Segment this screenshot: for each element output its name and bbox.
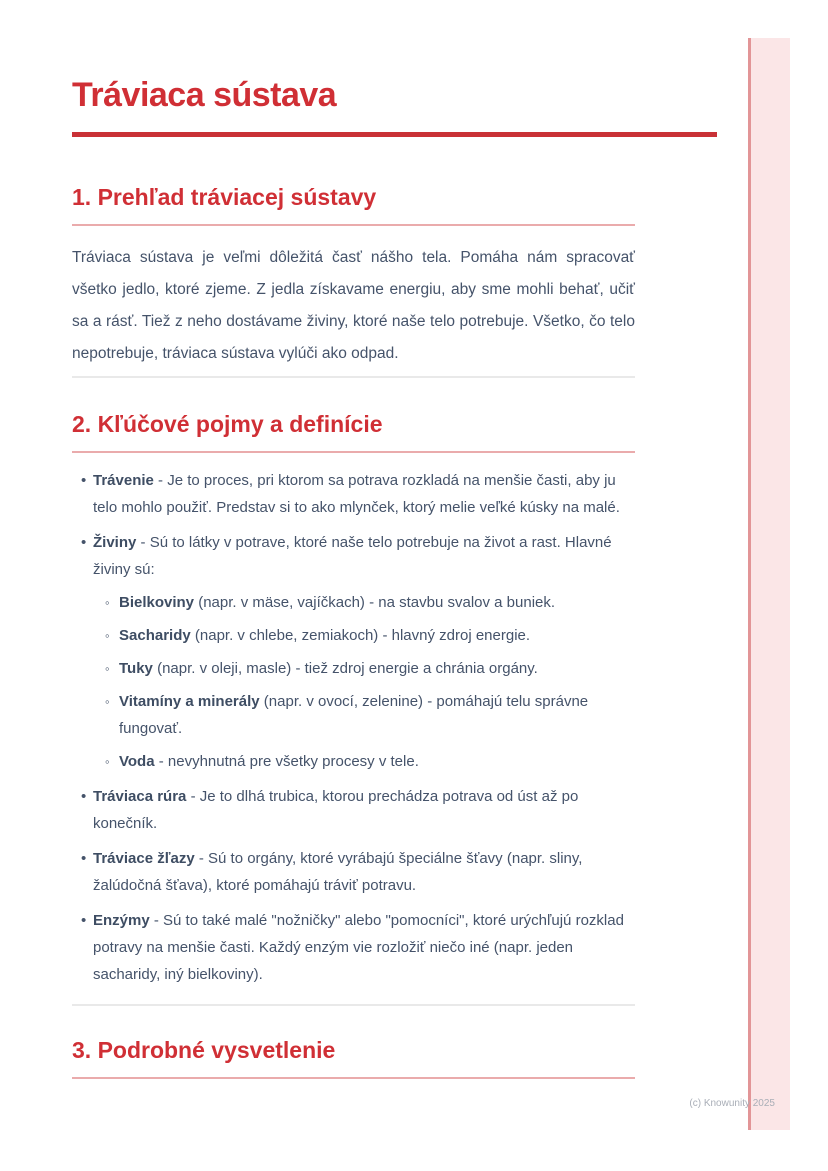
definition-text: - nevyhnutná pre všetky procesy v tele. bbox=[154, 753, 419, 771]
term-text: Enzýmy bbox=[93, 912, 150, 930]
term-item-travenie bbox=[93, 467, 635, 521]
section-3-heading: 3. Podrobné vysvetlenie bbox=[72, 1036, 635, 1079]
term-text: Bielkoviny bbox=[119, 594, 195, 612]
term-text: Tráviace žľazy bbox=[93, 850, 195, 868]
definition-text: - Sú to látky v potrave, ktoré naše telo potrebuje na život a rast. Hlavné živiny sú: bbox=[93, 534, 612, 579]
term-item-traviaca-rura bbox=[93, 783, 635, 837]
term-text: Vitamíny a minerály bbox=[119, 693, 260, 711]
section-2-heading: 2. Kľúčové pojmy a definície bbox=[72, 410, 635, 453]
side-strip bbox=[748, 38, 790, 1130]
term-text: Tuky bbox=[119, 660, 153, 678]
term-item-traviace-zlazy bbox=[93, 845, 635, 899]
section-divider bbox=[72, 376, 635, 378]
subterm-item-bielkoviny bbox=[119, 589, 635, 616]
term-item-ziviny bbox=[93, 529, 635, 775]
subterm-item-voda bbox=[119, 748, 635, 775]
definition-text: (napr. v mäse, vajíčkach) - na stavbu svalov a buniek. bbox=[194, 594, 556, 612]
term-text: Sacharidy bbox=[119, 627, 191, 645]
definition-text: - Sú to také malé "nožničky" alebo "pomocníci", ktoré urýchľujú rozklad potravy na menšie časti. Každý enzým vie rozložiť niečo iné (napr. jeden sacharidy, iný bielkoviny). bbox=[93, 912, 624, 984]
subterm-item-vitaminy bbox=[119, 688, 635, 742]
definition-text: - Sú to orgány, ktoré vyrábajú špeciálne šťavy (napr. sliny, žalúdočná šťava), ktoré pomáhajú tráviť potravu. bbox=[93, 850, 583, 895]
term-text: Trávenie bbox=[93, 472, 154, 490]
subterm-item-sacharidy bbox=[119, 622, 635, 649]
definition-text: (napr. v chlebe, zemiakoch) - hlavný zdroj energie. bbox=[190, 627, 531, 645]
section-divider bbox=[72, 1004, 635, 1006]
definition-text: (napr. v oleji, masle) - tiež zdroj energie a chránia orgány. bbox=[152, 660, 538, 678]
definition-text: - Je to dlhá trubica, ktorou prechádza potrava od úst až po konečník. bbox=[93, 788, 579, 833]
definition-text: - Je to proces, pri ktorom sa potrava rozkladá na menšie časti, aby ju telo mohlo použiť. Predstav si to ako mlynček, ktorý melie veľké kúsky na malé. bbox=[93, 472, 620, 517]
term-item-enzymy bbox=[93, 907, 635, 988]
nutrients-sublist bbox=[93, 589, 635, 775]
title-rule bbox=[72, 132, 717, 137]
footer-credit: (c) Knowunity 2025 bbox=[689, 1098, 775, 1109]
term-text: Tráviaca rúra bbox=[93, 788, 187, 806]
document-content bbox=[72, 76, 717, 1079]
subterm-item-tuky bbox=[119, 655, 635, 682]
section-1-paragraph: Tráviaca sústava je veľmi dôležitá časť nášho tela. Pomáha nám spracovať všetko jedlo, ktoré zjeme. Z jedla získavame energiu, aby sme mohli behať, učiť sa a rásť. Tiež z neho dostávame živiny, ktoré naše telo potrebuje. Všetko, čo telo nepotrebuje, tráviaca sústava vylúči ako odpad. bbox=[72, 249, 635, 363]
page-title: Tráviaca sústava bbox=[72, 76, 337, 114]
key-terms-list bbox=[72, 467, 635, 988]
term-text: Voda bbox=[119, 753, 155, 771]
definition-text: (napr. v ovocí, zelenine) - pomáhajú telu správne fungovať. bbox=[119, 693, 589, 738]
term-text: Živiny bbox=[93, 534, 137, 552]
section-1-heading: 1. Prehľad tráviacej sústavy bbox=[72, 183, 635, 226]
